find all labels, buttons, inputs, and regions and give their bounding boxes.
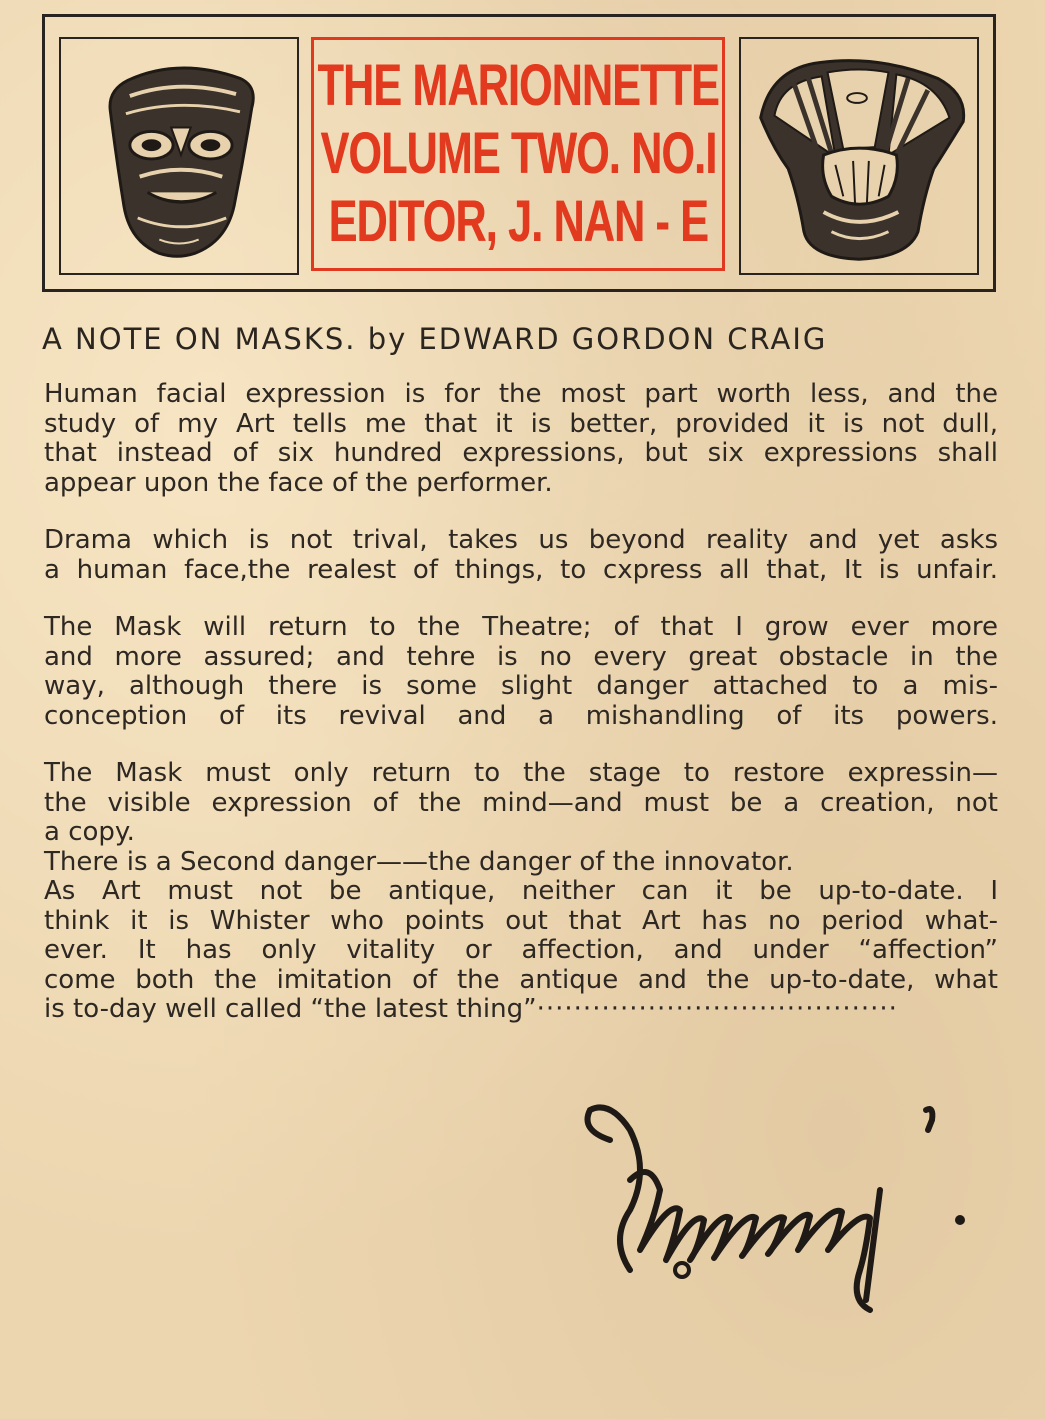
text-line: Drama which is not trival, takes us beyond reality and yet asks xyxy=(44,525,998,555)
trailing-dots: ······································· xyxy=(536,994,898,1024)
text-line: conception of its revival and a mishandling of its powers. xyxy=(44,700,998,731)
text-line-final xyxy=(44,995,998,1025)
editor-credit: EDITOR, J. NAN - E xyxy=(328,189,708,254)
author-signature xyxy=(570,1100,980,1315)
volume-number: VOLUME TWO. NO.I xyxy=(320,121,716,186)
text-line: a human face,the realest of things, to cxpress all that, It is unfair. xyxy=(44,554,998,585)
text-line: As Art must not be antique, neither can it be up-to-date. I xyxy=(44,876,998,906)
magazine-title: THE MARIONNETTE xyxy=(317,53,719,118)
text-line: come both the imitation of the antique and the up-to-date, what xyxy=(44,964,998,995)
text-line: the visible expression of the mind—and must be a creation, not xyxy=(44,787,998,818)
text-line: The Mask will return to the Theatre; of that I grow ever more xyxy=(44,612,998,642)
text-line: There is a Second danger——the danger of the innovator. xyxy=(44,846,794,877)
paragraph xyxy=(44,380,998,498)
text-line: ever. It has only vitality or affection, and under “affection” xyxy=(44,935,998,965)
text-line: way, although there is some slight danger attached to a mis- xyxy=(44,671,998,701)
paragraph xyxy=(44,759,998,1025)
paragraph xyxy=(44,613,998,731)
fan-mask-icon xyxy=(741,39,977,273)
text-line: appear upon the face of the performer. xyxy=(44,467,553,498)
left-mask-illustration xyxy=(59,37,299,275)
carved-mask-icon xyxy=(61,39,297,273)
text-line: and more assured; and tehre is no every great obstacle in the xyxy=(44,641,998,672)
text-fragment: is to-day well called “the latest thing” xyxy=(44,994,537,1024)
text-line: think it is Whister who points out that Art has no period what- xyxy=(44,905,998,936)
signature-icon xyxy=(570,1100,980,1315)
article-heading: A NOTE ON MASKS. by EDWARD GORDON CRAIG xyxy=(42,322,828,356)
text-line: a copy. xyxy=(44,817,135,847)
title-box xyxy=(311,37,725,271)
text-line: study of my Art tells me that it is better, provided it is not dull, xyxy=(44,408,998,439)
text-line: The Mask must only return to the stage to restore expressin— xyxy=(44,758,998,788)
text-line: Human facial expression is for the most part worth less, and the xyxy=(44,379,998,409)
article-body xyxy=(44,380,998,1025)
masthead xyxy=(42,14,996,292)
paragraph xyxy=(44,526,998,585)
right-mask-illustration xyxy=(739,37,979,275)
text-line: that instead of six hundred expressions, but six expressions shall xyxy=(44,438,998,468)
